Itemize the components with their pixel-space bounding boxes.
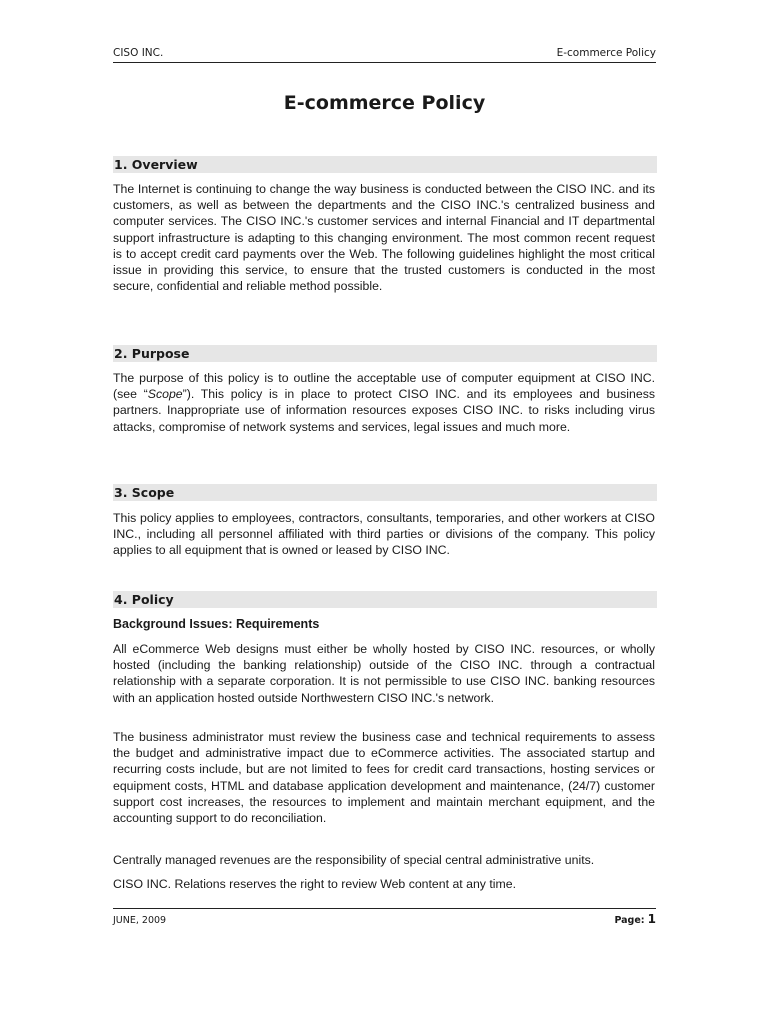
policy-paragraph-3: Centrally managed revenues are the responsibility of special central administrative units. (113, 853, 595, 867)
policy-paragraph-2: The business administrator must review the business case and technical requirements to assess the budget and administrative impact due to eCommerce activities. The associated startup and recurring costs include, but are not limited to fees for credit card transactions, hosting services or equipment costs, HTML and database application development and maintenance, (24/7) customer support cost increases, the resources to implement and maintain merchant equipment, and the accounting support to do reconciliation. (113, 730, 655, 826)
section-heading-scope: 3. Scope (113, 484, 657, 501)
document-title: E-commerce Policy (283, 92, 486, 114)
footer-page-label: Page: (614, 915, 645, 926)
page-footer (113, 908, 656, 926)
section-heading-purpose: 2. Purpose (113, 345, 657, 362)
page-header (113, 47, 656, 63)
section-heading-overview: 1. Overview (113, 156, 657, 173)
overview-paragraph: The Internet is continuing to change the way business is conducted between the CISO INC. and its customers, as well as between the departments and the CISO INC.'s centralized business and computer services. The CISO INC.'s customer services and internal Financial and IT departmental support infrastructure is adapting to this changing environment. The most common recent request is to accept credit card payments over the Web. The following guidelines highlight the most critical issue in providing this service, to ensure that the trusted customers is conducted in the most secure, confidential and reliable method possible. (113, 182, 655, 294)
policy-subheading: Background Issues: Requirements (113, 617, 320, 631)
purpose-text-before: The purpose of this policy is to outline the acceptable use of computer equipment at CISO INC. (see “ (113, 371, 655, 402)
header-company: CISO INC. (113, 47, 164, 59)
purpose-text-italic: Scope (147, 387, 183, 402)
footer-date: JUNE, 2009 (113, 915, 167, 926)
footer-page-number: 1 (647, 912, 656, 926)
scope-paragraph: This policy applies to employees, contractors, consultants, temporaries, and other workers at CISO INC., including all personnel affiliated with third parties or divisions of the company. This policy applies to all equipment that is owned or leased by CISO INC. (113, 511, 655, 558)
policy-paragraph-1: All eCommerce Web designs must either be wholly hosted by CISO INC. resources, or wholly hosted (including the banking relationship) outside of the CISO INC. through a contractual relationship with a separate corporation. It is not permissible to use CISO INC. banking resources with an application hosted outside Northwestern CISO INC.'s network. (113, 642, 655, 705)
header-doc-title: E-commerce Policy (556, 47, 656, 59)
purpose-text-after: ”). This policy is in place to protect CISO INC. and its employees and business partners. Inappropriate use of information resources exposes CISO INC. to risks including virus attacks, compromise of network systems and services, legal issues and much more. (113, 387, 655, 434)
purpose-paragraph (113, 370, 655, 435)
document-page (113, 0, 656, 1024)
section-heading-policy: 4. Policy (113, 591, 657, 608)
policy-paragraph-4: CISO INC. Relations reserves the right to review Web content at any time. (113, 877, 517, 891)
footer-page (614, 912, 656, 926)
